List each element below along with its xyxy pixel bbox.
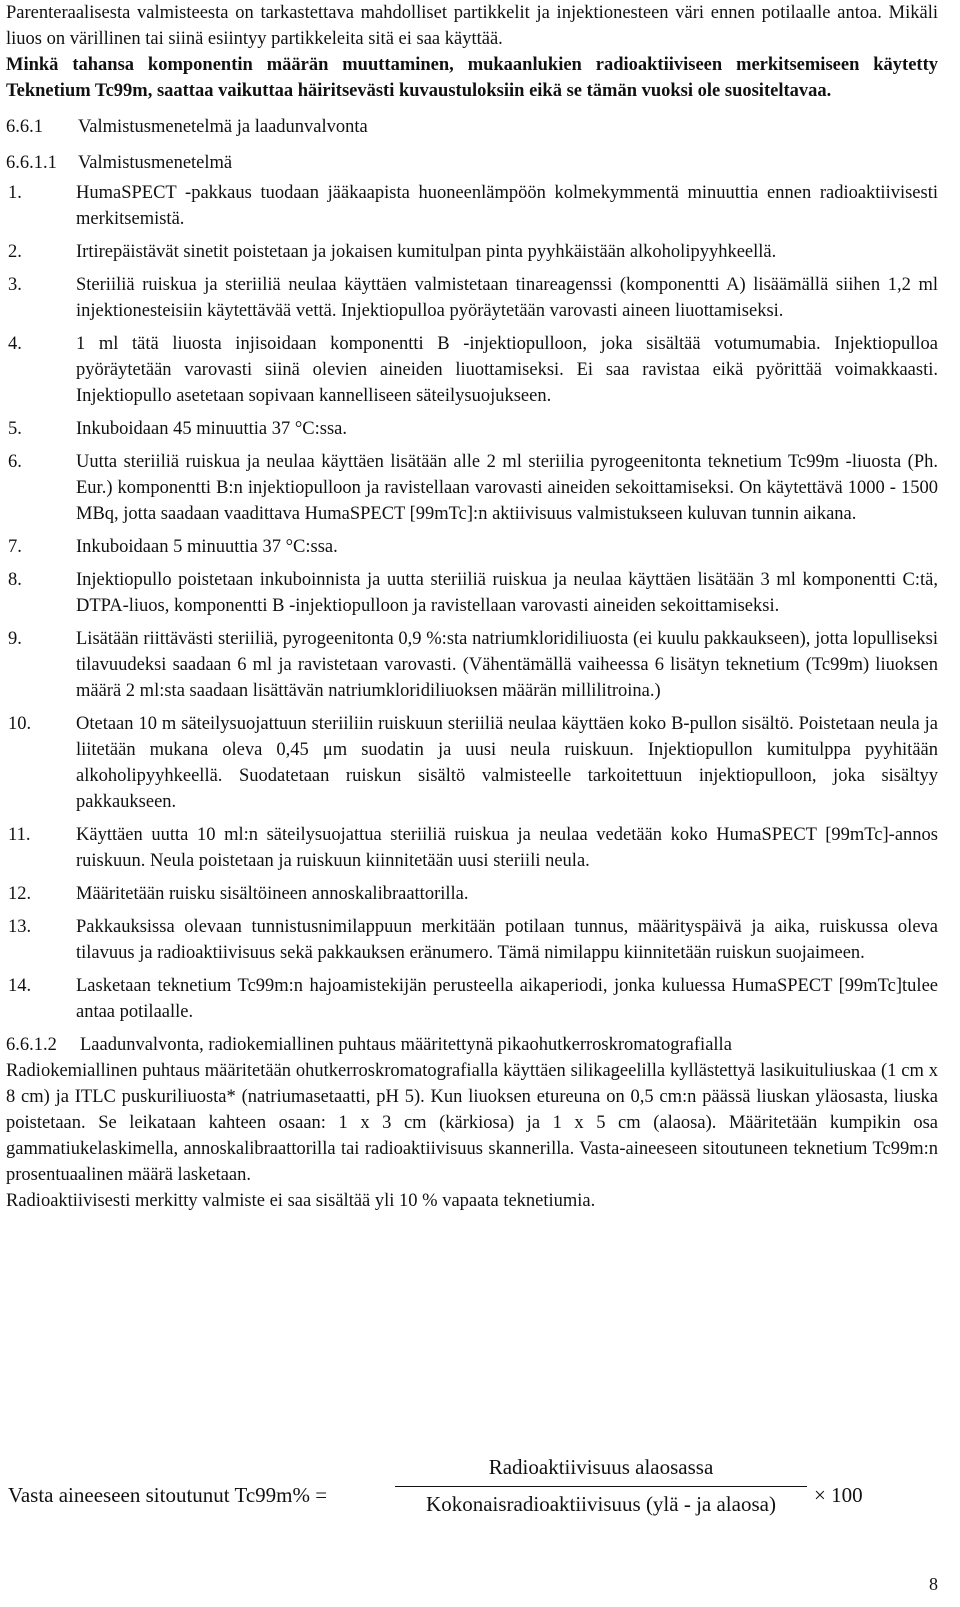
formula-fraction (391, 1454, 811, 1517)
document-page (6, 0, 938, 1214)
step-text: Injektiopullo poistetaan inkuboinnista ja uutta steriiliä ruiskua ja neulaa käyttäen lisätään 3 ml komponentti C:tä, DTPA-liuos, komponentti B -injektiopulloon ja ravistellaan varovasti aineiden sekoittamiseksi. (76, 570, 938, 616)
qc-limit-paragraph: Radioaktiivisesti merkitty valmiste ei saa sisältää yli 10 % vapaata teknetiumia. (6, 1191, 596, 1211)
formula-lhs: Vasta aineeseen sitoutunut Tc99m% = (8, 1483, 328, 1507)
step-text: 1 ml tätä liuosta injisoidaan komponentti B -injektiopulloon, joka sisältää votumumabia. Injektiopulloa pyöräytetään varovasti siinä olevien aineiden liuottamiseksi. Ei saa ravistaa eikä pyörittää voimakkaasti. Injektiopullo asetetaan sopivaan kannelliseen säteilysuojukseen. (76, 334, 938, 406)
step-text: Irtirepäistävät sinetit poistetaan ja jokaisen kumitulpan pinta pyyhkäistään alkoholipyyhkeellä. (76, 242, 777, 262)
step-text: Steriiliä ruiskua ja steriiliä neulaa käyttäen valmistetaan tinareagenssi (komponentti A) lisäämällä siihen 1,2 ml injektionesteisiin käytettävää vettä. Injektiopulloa pyöräytetään varovasti aineen liuottamiseksi. (76, 275, 938, 321)
formula-rhs: × 100 (814, 1483, 863, 1507)
step-text: Käyttäen uutta 10 ml:n säteilysuojattua steriiliä ruiskua ja neulaa vedetään koko HumaSPECT [99mTc]-annos ruiskuun. Neula poistetaan ja ruiskuun kiinnitetään uusi steriili neula. (76, 825, 938, 871)
step-number: 6. (8, 452, 22, 472)
qc-number: 6.6.1.2 (6, 1035, 57, 1055)
section-number: 6.6.1 (6, 117, 43, 137)
qc-paragraph: Radiokemiallinen puhtaus määritetään ohutkerroskromatografialla käyttäen silikageelilla kyllästettyä lasikuituliuskaa (1 cm x 8 cm) ja ITLC puskuriliuosta* (natriumasetaatti, pH 5). Kun liuoksen etureuna on 0,5 cm:n päässä liuskan yläosasta, liuska poistetaan. Se leikataan kahteen osaan: 1 x 3 cm (kärkiosa) ja 1 x 5 cm (alaosa). Määritetään kumpikin osa gammatiukelaskimella, annoskalibraattorilla tai radioaktiivisuus skannerilla. Vasta-aineeseen sitoutuneen teknetium Tc99m:n prosentuaalinen määrä lasketaan. (6, 1061, 938, 1185)
step-number: 10. (8, 714, 32, 734)
step-number: 1. (8, 183, 22, 203)
step-item (6, 239, 938, 265)
subsection-title: Valmistusmenetelmä (78, 153, 233, 173)
formula-denominator: Kokonaisradioaktiivisuus (ylä - ja alaosa) (426, 1492, 776, 1516)
formula-numerator: Radioaktiivisuus alaosassa (488, 1455, 714, 1479)
step-item (6, 711, 938, 815)
section-heading (6, 114, 938, 140)
binding-percentage-formula (8, 1454, 908, 1534)
qc-title: Laadunvalvonta, radiokemiallinen puhtaus määritettynä pikaohutkerroskromatografialla (80, 1035, 732, 1055)
step-number: 12. (8, 884, 32, 904)
intro-paragraph: Parenteraalisesta valmisteesta on tarkastettava mahdolliset partikkelit ja injektionesteen väri ennen potilaalle antoa. Mikäli liuos on värillinen tai siinä esiintyy partikkeleita sitä ei saa käyttää. (6, 3, 938, 49)
step-text: Lasketaan teknetium Tc99m:n hajoamistekijän perusteella aikaperiodi, jonka kuluessa HumaSPECT [99mTc]tulee antaa potilaalle. (76, 976, 938, 1022)
step-item (6, 272, 938, 324)
step-text: Inkuboidaan 45 minuuttia 37 °C:ssa. (76, 419, 347, 439)
step-number: 11. (8, 825, 31, 845)
step-item (6, 416, 938, 442)
step-number: 9. (8, 629, 22, 649)
preparation-steps-list (6, 180, 938, 1025)
step-number: 5. (8, 419, 22, 439)
warning-paragraph: Minkä tahansa komponentin määrän muuttaminen, mukaanlukien radioaktiiviseen merkitsemiseen käytetty Teknetium Tc99m, saattaa vaikuttaa häiritsevästi kuvaustuloksiin eikä se tämän vuoksi ole suositeltavaa. (6, 55, 938, 101)
step-text: Uutta steriiliä ruiskua ja neulaa käyttäen lisätään alle 2 ml steriilia pyrogeenitonta teknetium Tc99m -liuosta (Ph. Eur.) komponentti B:n injektiopulloon ja ravistellaan varovasti aineiden sekoittamiseksi. On käytettävä 1000 - 1500 MBq, jotta saadaan vaadittava HumaSPECT [99mTc]:n aktiivisuus valmistukseen kuluvan tunnin aikana. (76, 452, 938, 524)
step-number: 3. (8, 275, 22, 295)
step-item (6, 626, 938, 704)
step-item (6, 914, 938, 966)
step-text: Otetaan 10 m säteilysuojattuun steriiliin ruiskuun steriiliä neulaa käyttäen koko B-pullon sisältö. Poistetaan neula ja liitetään mukana oleva 0,45 μm suodatin ja uusi neula ruiskuun. Injektiopullon kumitulppa pyyhitään alkoholipyyhkeellä. Suodatetaan ruiskun sisältö valmisteelle tarkoitettuun injektiopulloon, joka sisältyy pakkaukseen. (76, 714, 938, 812)
page-number: 8 (929, 1574, 938, 1594)
step-text: Pakkauksissa olevaan tunnistusnimilappuun merkitään potilaan tunnus, määrityspäivä ja aika, ruiskussa oleva tilavuus ja radioaktiivisuus sekä pakkauksen eränumero. Tämä nimilappu kiinnitetään ruiskun suojaimeen. (76, 917, 938, 963)
step-item (6, 180, 938, 232)
step-number: 14. (8, 976, 32, 996)
section-title: Valmistusmenetelmä ja laadunvalvonta (78, 117, 368, 137)
step-item (6, 881, 938, 907)
step-item (6, 822, 938, 874)
step-text: Inkuboidaan 5 minuuttia 37 °C:ssa. (76, 537, 338, 557)
step-number: 2. (8, 242, 22, 262)
step-item (6, 973, 938, 1025)
step-number: 4. (8, 334, 22, 354)
step-number: 8. (8, 570, 22, 590)
step-number: 7. (8, 537, 22, 557)
step-item (6, 534, 938, 560)
step-item (6, 331, 938, 409)
step-number: 13. (8, 917, 32, 937)
step-text: Lisätään riittävästi steriiliä, pyrogeenitonta 0,9 %:sta natriumkloridiliuosta (ei kuulu pakkaukseen), jotta lopulliseksi tilavuudeksi saadaan 6 ml ja ravistetaan varovasti. (Vähentämällä vaiheessa 6 lisätyn teknetium (Tc99m) liuoksen määrä 2 ml:sta saadaan lisättävän natriumkloridiliuoksen määrän millilitroina.) (76, 629, 938, 701)
quality-control-heading (6, 1032, 938, 1058)
subsection-number: 6.6.1.1 (6, 153, 57, 173)
step-item (6, 567, 938, 619)
step-text: HumaSPECT -pakkaus tuodaan jääkaapista huoneenlämpöön kolmekymmentä minuuttia ennen radioaktiivisesti merkitsemistä. (76, 183, 938, 229)
step-text: Määritetään ruisku sisältöineen annoskalibraattorilla. (76, 884, 469, 904)
step-item (6, 449, 938, 527)
subsection-heading (6, 150, 938, 176)
